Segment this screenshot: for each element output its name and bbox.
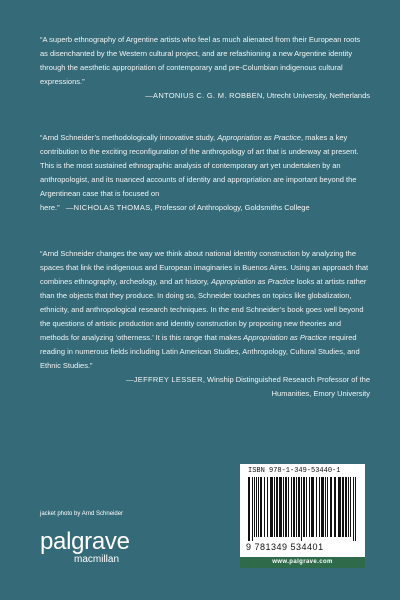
barcode-bar [350, 477, 351, 537]
isbn-label: ISBN 978-1-349-53440-1 [248, 467, 341, 475]
blurb-text: “Arnd Schneider changes the way we think about national identity construction by analyzing the spaces that link the indigenous and European imaginaries in Buenos Aires. Using an approach that combines ethnography, archeology, and art history, Appropriation as Practice looks at artists rather than the objects that they produce. In doing so, Schneider touches on topics like globalization, ethnicity, and anthropological research techniques. In the end Schneider’s book goes well beyond the questions of artistic production and identity construction by proposing new theories and methods for analyzing ‘otherness.’ It is this range that makes Appropriation as Practice required reading in numerous fields including Latin American Studies, Anthropology, Cultural Studies, and Ethnic Studies.” [40, 249, 369, 370]
blurb-author: —NICHOLAS THOMAS [65, 203, 151, 212]
book-title-ref: Appropriation as Practice [210, 277, 295, 286]
barcode-bar [316, 477, 317, 537]
barcode-bar [274, 477, 275, 537]
barcode-bar [279, 477, 282, 537]
barcode-bar [288, 477, 289, 537]
book-title-ref: Appropriation as Practice [243, 333, 327, 342]
blurb-affiliation: , Professor of Anthropology, Goldsmiths College [150, 203, 310, 212]
barcode-bar [345, 477, 347, 537]
barcode-bar [327, 477, 328, 537]
barcode-bar [321, 477, 324, 537]
barcode-bar [260, 477, 262, 537]
blurb-affiliation: , Winship Distinguished Research Professor of the Humanities, Emory University [202, 375, 370, 398]
barcode-bar [301, 477, 302, 541]
barcode-bar [252, 477, 253, 541]
publisher-imprint: macmillan [74, 554, 120, 565]
barcode-bar [291, 477, 292, 537]
blurb-attribution [66, 203, 310, 212]
barcode-panel [240, 464, 365, 568]
barcode-bar [267, 477, 268, 537]
barcode-bar [298, 477, 300, 537]
blurb-attribution [40, 373, 370, 401]
publisher-name: palgrave [40, 528, 130, 555]
barcode-bar [276, 477, 278, 537]
blurb-attribution [40, 89, 370, 103]
barcode-bar [330, 477, 332, 537]
jacket-photo-credit: jacket photo by Arnd Schneider [40, 511, 124, 517]
blurb-thomas [40, 131, 370, 215]
barcode-bar [283, 477, 284, 537]
barcode-bar [254, 477, 255, 537]
barcode-digits: 9 781349 534401 [246, 542, 324, 552]
blurb-text: “A superb ethnography of Argentine artists who feel as much alienated from their European roots as disenchanted by the Western cultural project, and are refashioning a new Argentine identity through the aesthetic appropriation of contemporary and pre-Columbian indigenous cultural expressions.” [40, 35, 361, 86]
barcode-bar [270, 477, 273, 537]
blurb-author: —JEFFREY LESSER [125, 375, 203, 384]
barcode-bar [306, 477, 307, 537]
publisher-url: www.palgrave.com [240, 557, 365, 568]
blurb-text: “Arnd Schneider’s methodologically innovative study, Appropriation as Practice, makes a key contribution to the exciting reconfiguration of the anthropology of art that is underway at present. This is the most sustained ethnographic analysis of contemporary art yet undertaken by an anthropologist, and its nuanced accounts of identity and appropriation are important beyond the Argentinean case that is focused on here.” —NICHOLAS THOMAS, Professor of Anthropology, Goldsmiths College [40, 133, 359, 212]
barcode-bar [319, 477, 320, 537]
blurb-author: —ANTONIUS C. G. M. ROBBEN [145, 91, 263, 100]
publisher-logo [40, 530, 150, 566]
barcode-bar [309, 477, 310, 537]
blurb-robben [40, 33, 370, 103]
barcode-bar [348, 477, 349, 537]
barcode-bar [355, 477, 356, 541]
barcode-bar [303, 477, 305, 537]
book-title-ref: Appropriation as Practice [217, 133, 301, 142]
barcode-bar [353, 477, 354, 541]
barcode-bar [334, 477, 336, 537]
barcode-bar [342, 477, 344, 537]
barcode-bar [264, 477, 265, 537]
barcode-bar [285, 477, 287, 537]
barcode-bar [338, 477, 341, 537]
barcode-bar [325, 477, 326, 537]
blurb-affiliation: , Utrecht University, Netherlands [262, 91, 370, 100]
barcode-graphic [246, 477, 359, 541]
barcode-bar [256, 477, 257, 537]
barcode-bar [248, 477, 250, 541]
barcode-bar [296, 477, 297, 537]
blurb-lesser [40, 247, 370, 401]
barcode-bar [293, 477, 295, 537]
barcode-bar [258, 477, 259, 537]
barcode-bar [311, 477, 314, 537]
